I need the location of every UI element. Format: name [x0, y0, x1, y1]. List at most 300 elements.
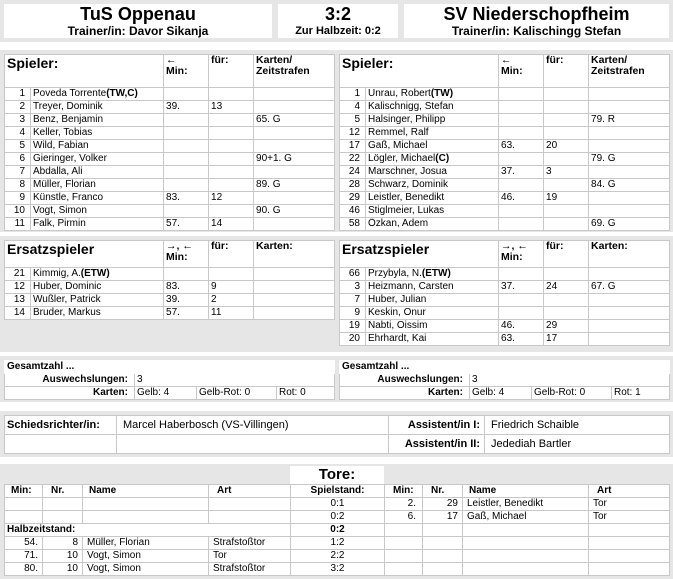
sub-for: 3	[544, 166, 589, 179]
home-player-row	[5, 101, 335, 114]
totals-title: Gesamtzahl ...	[340, 361, 670, 374]
sub-minute	[499, 307, 544, 320]
sub-for	[209, 114, 254, 127]
score-progression	[290, 484, 385, 576]
player-number: 7	[5, 166, 31, 179]
card: 79. G	[589, 153, 670, 166]
player-name: Ehrhardt, Kai	[366, 333, 499, 346]
final-score: 3:2	[324, 4, 351, 24]
sub-minute	[164, 88, 209, 101]
away-player-row	[340, 114, 670, 127]
sub-minute	[499, 101, 544, 114]
home-sub-row	[5, 268, 335, 281]
fuer-header: für:	[209, 55, 254, 88]
player-number: 7	[340, 294, 366, 307]
goal-player-name: Gaß, Michael	[463, 511, 589, 524]
away-sub-row	[340, 281, 670, 294]
home-sub-row	[5, 281, 335, 294]
sub-for: 14	[209, 218, 254, 231]
card	[589, 166, 670, 179]
player-name: Halsinger, Philipp	[366, 114, 499, 127]
card	[589, 294, 670, 307]
away-player-row	[340, 192, 670, 205]
goal-type: Strafstoßtor	[209, 563, 291, 576]
away-player-row	[340, 218, 670, 231]
sub-minute	[164, 153, 209, 166]
card	[589, 101, 670, 114]
player-number: 21	[5, 268, 31, 281]
player-name: Müller, Florian	[31, 179, 164, 192]
sub-minute: 63.	[499, 140, 544, 153]
assistant1-name: Friedrich Schaible	[485, 416, 670, 435]
sub-fuer-header: für:	[544, 241, 589, 268]
sub-for: 2	[209, 294, 254, 307]
sub-minute: 39.	[164, 101, 209, 114]
goal-minute: 2.	[385, 498, 423, 511]
player-name: Schwarz, Dominik	[366, 179, 499, 192]
player-role-tag: (TW,C)	[106, 88, 138, 99]
home-player-row	[5, 179, 335, 192]
home-goal-row	[5, 537, 291, 550]
sub-min-header: →, ← Min:	[499, 241, 544, 268]
card	[589, 320, 670, 333]
score-step: 3:2	[291, 563, 385, 576]
sub-for	[544, 205, 589, 218]
card	[254, 140, 335, 153]
home-player-row	[5, 127, 335, 140]
home-yellow-count: Gelb: 4	[135, 387, 197, 400]
home-red-count: Rot: 0	[277, 387, 335, 400]
player-number: 17	[340, 140, 366, 153]
sub-minute: 83.	[164, 281, 209, 294]
goal-type: Tor	[589, 498, 670, 511]
player-name: Nabti, Oissim	[366, 320, 499, 333]
home-goal-row	[5, 550, 291, 563]
sub-minute: 39.	[164, 294, 209, 307]
player-name: Falk, Pirmin	[31, 218, 164, 231]
sub-minute	[164, 166, 209, 179]
spieler-heading: Spieler:	[340, 55, 499, 88]
sub-for	[544, 114, 589, 127]
goal-player-number: 17	[423, 511, 463, 524]
card	[254, 268, 335, 281]
card	[254, 101, 335, 114]
sub-for: 29	[544, 320, 589, 333]
score-header: Spielstand:	[291, 485, 385, 498]
card	[254, 218, 335, 231]
card	[254, 307, 335, 320]
player-role-tag: (ETW)	[421, 268, 451, 279]
card: 69. G	[589, 218, 670, 231]
sub-for	[209, 268, 254, 281]
player-name: Poveda Torrente(TW,C)	[31, 88, 164, 101]
sub-for	[544, 307, 589, 320]
player-number: 3	[340, 281, 366, 294]
away-yellowred-count: Gelb-Rot: 0	[532, 387, 612, 400]
player-name: Bruder, Markus	[31, 307, 164, 320]
sub-for	[209, 205, 254, 218]
home-player-row	[5, 166, 335, 179]
sub-minute	[164, 179, 209, 192]
away-player-row	[340, 101, 670, 114]
sub-minute: 37.	[499, 281, 544, 294]
goal-player-number: 10	[43, 550, 83, 563]
player-number: 24	[340, 166, 366, 179]
score-step: 0:1	[291, 498, 385, 511]
sub-for: 17	[544, 333, 589, 346]
player-number: 5	[340, 114, 366, 127]
karten-header: Karten/ Zeitstrafen	[589, 55, 670, 88]
goal-minute: 80.	[5, 563, 43, 576]
sub-minute: 83.	[164, 192, 209, 205]
card	[589, 140, 670, 153]
player-name: Unrau, Robert(TW)	[366, 88, 499, 101]
card: 90. G	[254, 205, 335, 218]
sub-for: 20	[544, 140, 589, 153]
sub-for	[544, 294, 589, 307]
halftime-score: Zur Halbzeit: 0:2	[295, 25, 381, 37]
sub-for	[544, 101, 589, 114]
ersatz-heading: Ersatzspieler	[5, 241, 164, 268]
home-player-row	[5, 205, 335, 218]
subs-count-label: Auswechslungen:	[340, 374, 470, 387]
card	[254, 294, 335, 307]
player-name: Leistler, Benedikt	[366, 192, 499, 205]
sub-minute	[164, 205, 209, 218]
sub-minute: 46.	[499, 320, 544, 333]
sub-minute	[499, 268, 544, 281]
goal-player-number: 8	[43, 537, 83, 550]
player-name: Gaß, Michael	[366, 140, 499, 153]
player-number: 2	[5, 101, 31, 114]
sub-for	[544, 268, 589, 281]
sub-minute: 37.	[499, 166, 544, 179]
player-name: Vogt, Simon	[31, 205, 164, 218]
away-team-box	[404, 4, 669, 38]
home-trainer: Trainer/in: Davor Sikanja	[67, 24, 209, 38]
min-header: ← Min:	[164, 55, 209, 88]
card	[254, 127, 335, 140]
ersatz-heading: Ersatzspieler	[340, 241, 499, 268]
card: 65. G	[254, 114, 335, 127]
home-subs-header	[5, 241, 335, 268]
player-name: Wild, Fabian	[31, 140, 164, 153]
card: 79. R	[589, 114, 670, 127]
goal-name-header: Name	[83, 485, 209, 498]
goal-min-header: Min:	[5, 485, 43, 498]
player-name: Wußler, Patrick	[31, 294, 164, 307]
card	[254, 166, 335, 179]
home-player-row	[5, 192, 335, 205]
cards-count-label: Karten:	[340, 387, 470, 400]
player-number: 12	[340, 127, 366, 140]
sub-minute	[499, 127, 544, 140]
home-player-row	[5, 114, 335, 127]
sub-for	[544, 127, 589, 140]
goal-player-name: Müller, Florian	[83, 537, 209, 550]
sub-for: 24	[544, 281, 589, 294]
player-number: 10	[5, 205, 31, 218]
card	[254, 281, 335, 294]
goal-art-header: Art	[209, 485, 291, 498]
card	[254, 192, 335, 205]
player-name: Remmel, Ralf	[366, 127, 499, 140]
player-name: Treyer, Dominik	[31, 101, 164, 114]
sub-for	[544, 88, 589, 101]
home-player-row	[5, 218, 335, 231]
sub-for: 13	[209, 101, 254, 114]
goal-min-header: Min:	[385, 485, 423, 498]
home-players-table	[4, 54, 335, 231]
player-number: 12	[5, 281, 31, 294]
player-name: Lögler, Michael(C)	[366, 153, 499, 166]
away-goal-row	[385, 498, 670, 511]
sub-minute	[499, 294, 544, 307]
player-name: Stiglmeier, Lukas	[366, 205, 499, 218]
score-step: 0:2	[291, 511, 385, 524]
assistant1-label: Assistent/in I:	[389, 416, 485, 435]
score-step: 2:2	[291, 550, 385, 563]
card	[589, 333, 670, 346]
fuer-header: für:	[544, 55, 589, 88]
goal-player-name: Vogt, Simon	[83, 563, 209, 576]
sub-fuer-header: für:	[209, 241, 254, 268]
player-role-tag: (TW)	[430, 88, 454, 99]
card	[589, 192, 670, 205]
away-trainer: Trainer/in: Kalischingg Stefan	[451, 24, 622, 38]
subs-count-label: Auswechslungen:	[5, 374, 135, 387]
home-player-row	[5, 88, 335, 101]
card	[589, 205, 670, 218]
player-role-tag: (ETW)	[80, 268, 110, 279]
goal-player-name: Leistler, Benedikt	[463, 498, 589, 511]
player-name: Benz, Benjamin	[31, 114, 164, 127]
away-sub-row	[340, 268, 670, 281]
sub-for	[209, 127, 254, 140]
home-subs-count: 3	[135, 374, 335, 387]
sub-minute	[499, 205, 544, 218]
sub-minute	[164, 140, 209, 153]
goal-nr-header: Nr.	[423, 485, 463, 498]
away-yellow-count: Gelb: 4	[470, 387, 532, 400]
player-name: Künstle, Franco	[31, 192, 164, 205]
sub-minute	[499, 114, 544, 127]
sub-minute: 63.	[499, 333, 544, 346]
player-number: 19	[340, 320, 366, 333]
score-box	[278, 4, 398, 38]
home-team-box	[4, 4, 272, 38]
goal-type: Strafstoßtor	[209, 537, 291, 550]
assistant2-label: Assistent/in II:	[389, 435, 485, 454]
player-number: 1	[5, 88, 31, 101]
player-number: 20	[340, 333, 366, 346]
sub-minute	[499, 179, 544, 192]
card	[254, 88, 335, 101]
goal-type: Tor	[209, 550, 291, 563]
min-header: ← Min:	[499, 55, 544, 88]
sub-for: 9	[209, 281, 254, 294]
referee-label: Schiedsrichter/in:	[5, 416, 117, 435]
home-team-name: TuS Oppenau	[80, 4, 196, 24]
spieler-heading: Spieler:	[5, 55, 164, 88]
player-number: 66	[340, 268, 366, 281]
halftime-label: Halbzeitstand:	[5, 524, 291, 537]
player-name: Abdalla, Ali	[31, 166, 164, 179]
player-number: 5	[5, 140, 31, 153]
away-sub-row	[340, 307, 670, 320]
card: 89. G	[254, 179, 335, 192]
goal-player-name: Vogt, Simon	[83, 550, 209, 563]
away-player-row	[340, 205, 670, 218]
referee-name: Marcel Haberbosch (VS-Villingen)	[117, 416, 389, 435]
home-player-row	[5, 140, 335, 153]
sub-for: 12	[209, 192, 254, 205]
card	[589, 307, 670, 320]
home-subs-table	[4, 240, 335, 320]
player-number: 14	[5, 307, 31, 320]
sub-karten-header: Karten:	[589, 241, 670, 268]
away-goal-row	[385, 511, 670, 524]
away-team-name: SV Niederschopfheim	[443, 4, 630, 24]
away-goals-header	[385, 485, 670, 498]
player-name: Marschner, Josua	[366, 166, 499, 179]
player-number: 22	[340, 153, 366, 166]
card: 90+1. G	[254, 153, 335, 166]
goal-minute: 6.	[385, 511, 423, 524]
away-players-header	[340, 55, 670, 88]
home-goals-header	[5, 485, 291, 498]
halftime-result: 0:2	[291, 524, 385, 537]
goal-player-number: 10	[43, 563, 83, 576]
away-sub-row	[340, 333, 670, 346]
sub-for	[544, 153, 589, 166]
sub-for	[544, 179, 589, 192]
away-subs-table	[339, 240, 670, 346]
home-yellowred-count: Gelb-Rot: 0	[197, 387, 277, 400]
away-sub-row	[340, 294, 670, 307]
assistant2-name: Jedediah Bartler	[485, 435, 670, 454]
totals-title: Gesamtzahl ...	[5, 361, 335, 374]
sub-minute	[499, 88, 544, 101]
goal-type: Tor	[589, 511, 670, 524]
home-players-header	[5, 55, 335, 88]
player-name: Keskin, Onur	[366, 307, 499, 320]
home-sub-row	[5, 307, 335, 320]
goal-minute: 54.	[5, 537, 43, 550]
player-role-tag: (C)	[435, 153, 450, 164]
home-player-row	[5, 153, 335, 166]
card	[589, 127, 670, 140]
player-number: 9	[340, 307, 366, 320]
player-number: 46	[340, 205, 366, 218]
sub-karten-header: Karten:	[254, 241, 335, 268]
player-name: Gieringer, Volker	[31, 153, 164, 166]
player-name: Özkan, Adem	[366, 218, 499, 231]
home-totals	[4, 360, 335, 400]
sub-for	[209, 166, 254, 179]
sub-minute: 57.	[164, 307, 209, 320]
away-player-row	[340, 153, 670, 166]
player-number: 6	[5, 153, 31, 166]
player-number: 11	[5, 218, 31, 231]
player-number: 28	[340, 179, 366, 192]
goal-minute: 71.	[5, 550, 43, 563]
player-number: 58	[340, 218, 366, 231]
player-number: 29	[340, 192, 366, 205]
sub-for: 19	[544, 192, 589, 205]
karten-header: Karten/ Zeitstrafen	[254, 55, 335, 88]
away-subs-header	[340, 241, 670, 268]
player-number: 4	[340, 101, 366, 114]
goal-nr-header: Nr.	[43, 485, 83, 498]
sub-minute: 57.	[164, 218, 209, 231]
sub-for	[209, 140, 254, 153]
away-goals-table	[384, 484, 670, 576]
card	[589, 88, 670, 101]
goal-art-header: Art	[589, 485, 670, 498]
away-sub-row	[340, 320, 670, 333]
goal-player-number: 29	[423, 498, 463, 511]
card: 84. G	[589, 179, 670, 192]
away-player-row	[340, 166, 670, 179]
away-players-table	[339, 54, 670, 231]
home-goals-table	[4, 484, 291, 576]
goal-name-header: Name	[463, 485, 589, 498]
away-totals	[339, 360, 670, 400]
player-name: Huber, Dominic	[31, 281, 164, 294]
player-number: 9	[5, 192, 31, 205]
player-name: Keller, Tobias	[31, 127, 164, 140]
away-player-row	[340, 127, 670, 140]
sub-for	[209, 153, 254, 166]
player-name: Kalischnigg, Stefan	[366, 101, 499, 114]
goals-title: Tore:	[290, 466, 384, 484]
player-number: 4	[5, 127, 31, 140]
sub-minute	[499, 153, 544, 166]
officials-table	[4, 415, 670, 454]
player-name: Kimmig, A.(ETW)	[31, 268, 164, 281]
player-name: Heizmann, Carsten	[366, 281, 499, 294]
card	[589, 268, 670, 281]
player-number: 13	[5, 294, 31, 307]
sub-minute: 46.	[499, 192, 544, 205]
player-number: 1	[340, 88, 366, 101]
player-name: Przybyla, N.(ETW)	[366, 268, 499, 281]
away-player-row	[340, 179, 670, 192]
away-subs-count: 3	[470, 374, 670, 387]
sub-minute	[164, 127, 209, 140]
player-name: Huber, Julian	[366, 294, 499, 307]
cards-count-label: Karten:	[5, 387, 135, 400]
away-player-row	[340, 140, 670, 153]
player-number: 8	[5, 179, 31, 192]
sub-minute	[164, 268, 209, 281]
sub-for	[209, 88, 254, 101]
home-sub-row	[5, 294, 335, 307]
away-player-row	[340, 88, 670, 101]
sub-minute	[499, 218, 544, 231]
sub-minute	[164, 114, 209, 127]
away-red-count: Rot: 1	[612, 387, 670, 400]
sub-min-header: →, ← Min:	[164, 241, 209, 268]
player-number: 3	[5, 114, 31, 127]
home-goal-row	[5, 563, 291, 576]
card: 67. G	[589, 281, 670, 294]
sub-for	[544, 218, 589, 231]
score-step: 1:2	[291, 537, 385, 550]
sub-for	[209, 179, 254, 192]
sub-for: 11	[209, 307, 254, 320]
